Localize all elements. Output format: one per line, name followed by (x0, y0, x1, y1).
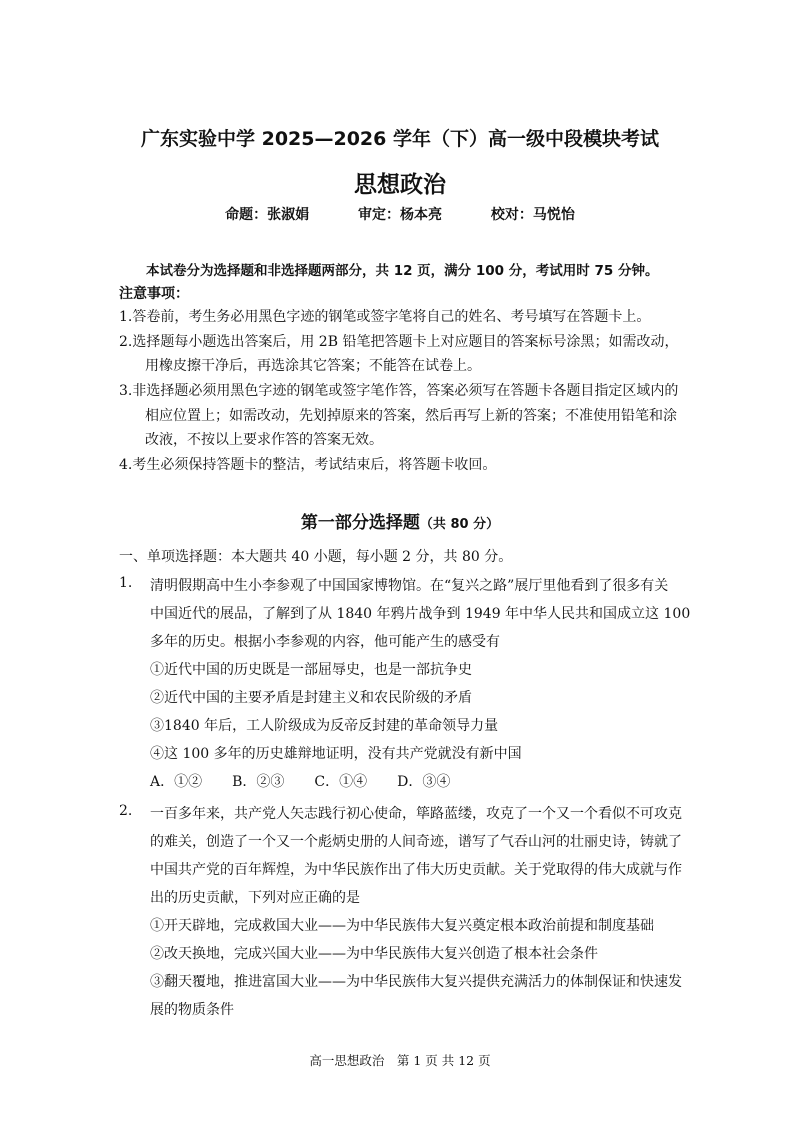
question-stem-line: 出的历史贡献，下列对应正确的是 (150, 890, 360, 906)
question-item: ③1840 年后，工人阶级成为反帝反封建的革命领导力量 (150, 718, 499, 734)
note-line: 2.选择题每小题选出答案后，用 2B 铅笔把答题卡上对应题目的答案标号涂黑；如需改动， (119, 334, 679, 350)
section-name: 第一部分选择题 (300, 513, 420, 533)
option-b: B．②③ (232, 774, 285, 790)
option-c: C．①④ (314, 774, 368, 790)
note-line: 改液，不按以上要求作答的答案无效。 (145, 432, 383, 448)
note-line: 用橡皮擦干净后，再选涂其它答案；不能答在试卷上。 (145, 358, 481, 374)
note-line: 4.考生必须保持答题卡的整洁，考试结束后，将答题卡收回。 (119, 457, 497, 473)
page-footer: 高一思想政治 第 1 页 共 12 页 (309, 1053, 491, 1068)
question-item: ②近代中国的主要矛盾是封建主义和农民阶级的矛盾 (150, 690, 472, 706)
credit-reviewer: 审定：杨本亮 (358, 207, 442, 223)
note-line: 1.答卷前，考生务必用黑色字迹的钢笔或签字笔将自己的姓名、考号填写在答题卡上。 (119, 309, 651, 325)
exam-title: 广东实验中学 2025—2026 学年（下）高一级中段模块考试 (141, 128, 659, 150)
credit-author: 命题：张淑娟 (225, 207, 310, 223)
answer-options (150, 771, 480, 791)
credits-line (0, 204, 800, 224)
question-stem-line: 多年的历史。根据小李参观的内容，他可能产生的感受有 (150, 634, 500, 650)
section-score: （共 80 分） (419, 517, 500, 532)
notes-heading: 注意事项： (119, 286, 189, 302)
exam-subject: 思想政治 (354, 172, 446, 198)
note-line: 3.非选择题必须用黑色字迹的钢笔或签字笔作答，答案必须写在答题卡各题目指定区域内的 (119, 383, 679, 399)
question-stem-line: 的难关，创造了一个又一个彪炳史册的人间奇迹，谱写了气吞山河的壮丽史诗，铸就了 (150, 834, 682, 850)
question-item: ②改天换地，完成兴国大业——为中华民族伟大复兴创造了根本社会条件 (150, 946, 598, 962)
question-number: 1. (119, 575, 133, 591)
option-a: A．①② (150, 774, 203, 790)
question-stem-line: 一百多年来，共产党人矢志践行初心使命，筚路蓝缕，攻克了一个又一个看似不可攻克 (150, 806, 682, 822)
note-line: 相应位置上；如需改动，先划掉原来的答案，然后再写上新的答案；不准使用铅笔和涂 (145, 408, 677, 424)
question-stem-line: 清明假期高中生小李参观了中国国家博物馆。在“复兴之路”展厅里他看到了很多有关 (150, 578, 669, 594)
exam-intro: 本试卷分为选择题和非选择题两部分，共 12 页，满分 100 分，考试用时 75 分钟。 (146, 263, 659, 279)
question-item: ①近代中国的历史既是一部屈辱史，也是一部抗争史 (150, 662, 472, 678)
question-item: ③翻天覆地，推进富国大业——为中华民族伟大复兴提供充满活力的体制保证和快速发 (150, 974, 682, 990)
section-title (0, 508, 800, 533)
question-stem-line: 中国近代的展品，了解到了从 1840 年鸦片战争到 1949 年中华人民共和国成立这 100 (150, 606, 691, 622)
section-instruction: 一、单项选择题：本大题共 40 小题，每小题 2 分，共 80 分。 (119, 549, 513, 565)
question-number: 2. (119, 803, 133, 819)
option-d: D．③④ (397, 774, 451, 790)
question-item: 展的物质条件 (150, 1002, 234, 1018)
question-stem-line: 中国共产党的百年辉煌，为中华民族作出了伟大历史贡献。关于党取得的伟大成就与作 (150, 862, 682, 878)
credit-proofreader: 校对：马悦怡 (490, 207, 575, 223)
question-item: ④这 100 多年的历史雄辩地证明，没有共产党就没有新中国 (150, 746, 522, 762)
question-item: ①开天辟地，完成救国大业——为中华民族伟大复兴奠定根本政治前提和制度基础 (150, 918, 654, 934)
